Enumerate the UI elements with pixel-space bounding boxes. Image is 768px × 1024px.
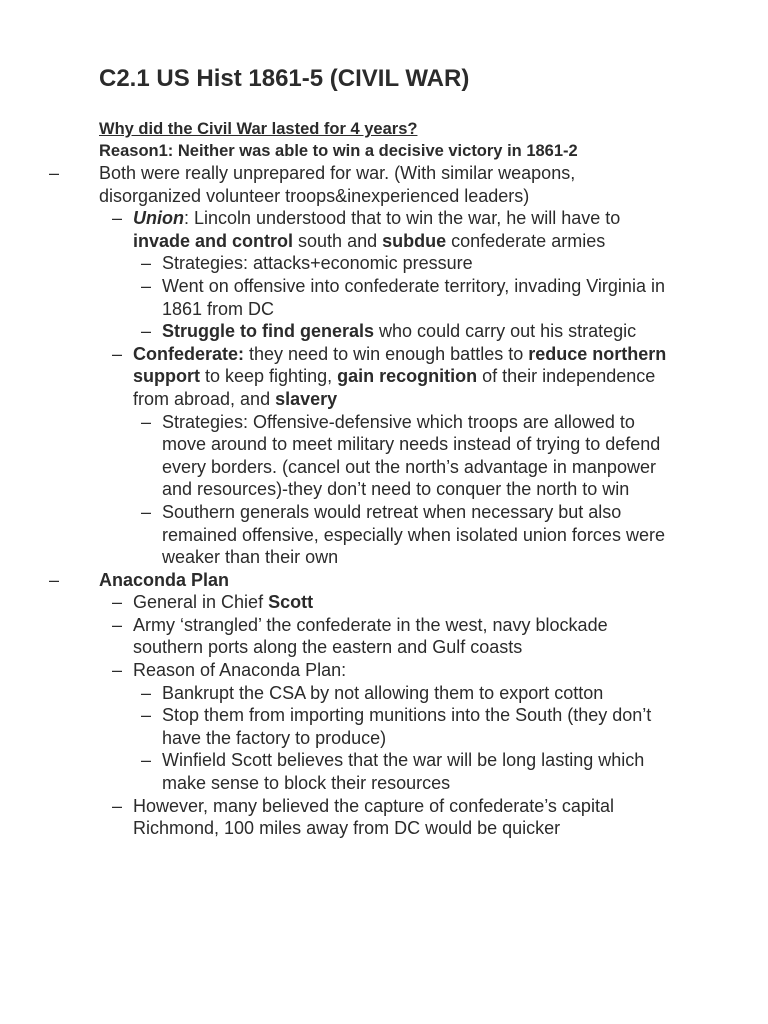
struggle-bold: Struggle to find generals	[162, 321, 375, 342]
union-text-1: : Lincoln understood that to win the war, he will have to	[184, 208, 621, 229]
list-item	[133, 591, 669, 614]
reason-label: Reason of Anaconda Plan:	[133, 660, 347, 681]
union-label: Union	[133, 208, 184, 229]
list-item: – Bankrupt the CSA by not allowing them to export cotton	[162, 682, 669, 705]
reason-heading: Reason1: Neither was able to win a decisive victory in 1861-2	[99, 142, 578, 160]
list-item-anaconda	[70, 569, 669, 840]
list-item-text: Both were really unprepared for war. (With similar weapons, disorganized volunteer troops&inexperienced leaders)	[99, 163, 576, 206]
list-item: – Strategies: Offensive-defensive which troops are allowed to move around to meet military needs instead of trying to defend every borders. (cancel out the north’s advantage in manpower and resources)-they don’t need to conquer the north to win	[162, 411, 669, 501]
union-bold-1: invade and control	[133, 230, 294, 251]
list-item-confederate	[133, 343, 669, 569]
list-item: – However, many believed the capture of confederate’s capital Richmond, 100 miles away from DC would be quicker	[133, 795, 669, 840]
list-item: – Stop them from importing munitions into the South (they don’t have the factory to produce)	[162, 704, 669, 749]
outline-list	[70, 162, 669, 840]
list-item: – Southern generals would retreat when necessary but also remained offensive, especially when isolated union forces were weaker than their own	[162, 501, 669, 569]
union-sub-list	[162, 252, 669, 342]
confed-text-2: to keep fighting,	[200, 366, 338, 387]
confed-text-1: they need to win enough battles to	[244, 343, 529, 364]
anaconda-sub-list	[133, 591, 669, 840]
question-heading: Why did the Civil War lasted for 4 years?	[99, 120, 418, 138]
list-item: – Winfield Scott believes that the war will be long lasting which make sense to block their resources	[162, 749, 669, 794]
list-item	[133, 659, 669, 795]
list-item: – Strategies: attacks+economic pressure	[162, 252, 669, 275]
list-item: – Went on offensive into confederate territory, invading Virginia in 1861 from DC	[162, 275, 669, 320]
page-title: C2.1 US Hist 1861-5 (CIVIL WAR)	[99, 65, 470, 92]
confed-bold-2: gain recognition	[337, 366, 478, 387]
confederate-label: Confederate:	[133, 343, 245, 364]
struggle-text: who could carry out his strategic	[374, 321, 637, 342]
confed-text-3: of their independence from abroad, and	[133, 366, 656, 409]
union-bold-2: subdue	[382, 230, 447, 251]
general-text: General in Chief	[133, 592, 269, 613]
general-name: Scott	[268, 592, 314, 613]
list-item	[70, 162, 669, 569]
anaconda-label: Anaconda Plan	[99, 569, 230, 590]
union-text-3: confederate armies	[446, 230, 606, 251]
sub-list	[133, 207, 669, 569]
list-item	[162, 320, 669, 343]
list-item: – Army ‘strangled’ the confederate in the west, navy blockade southern ports along the eastern and Gulf coasts	[133, 614, 669, 659]
list-item-union	[133, 207, 669, 343]
confed-bold-1: reduce northern support	[133, 343, 667, 387]
confed-bold-3: slavery	[275, 388, 338, 409]
reason-sub-list	[162, 682, 669, 795]
union-text-2: south and	[293, 230, 383, 251]
confederate-sub-list	[162, 411, 669, 569]
